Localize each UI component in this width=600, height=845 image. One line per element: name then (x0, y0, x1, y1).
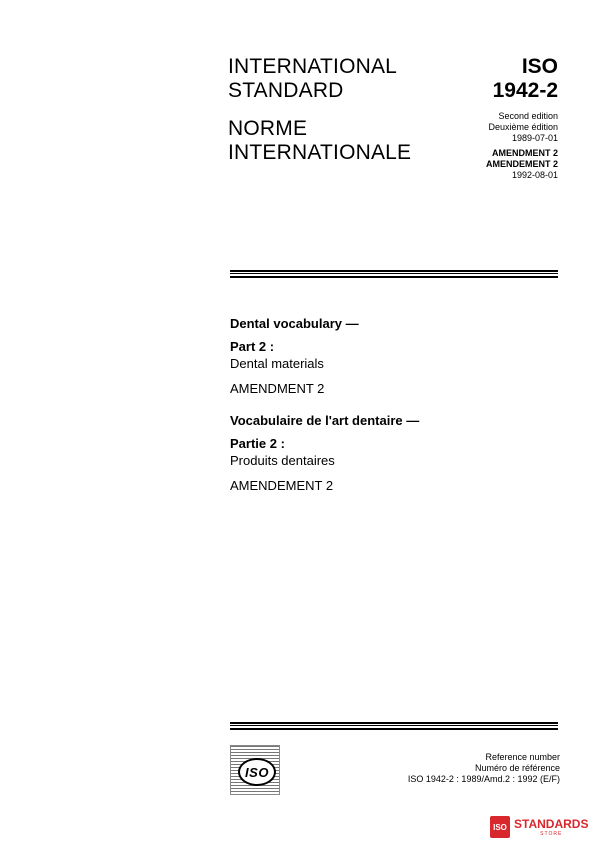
iso-logo-text: ISO (245, 764, 269, 780)
reference-number (408, 752, 560, 785)
reference-label-en: Reference number (485, 752, 560, 762)
store-badge-icon: ISO (490, 816, 510, 838)
store-name: STANDARDS (514, 816, 589, 831)
top-divider (230, 270, 558, 278)
title-line-standard: STANDARD (228, 79, 344, 102)
amendment-info (486, 148, 558, 170)
iso-logo-icon (230, 745, 280, 795)
english-amendment: AMENDMENT 2 (230, 381, 325, 396)
edition-date: 1989-07-01 (511, 133, 558, 143)
iso-designation (486, 55, 558, 181)
french-subtitle: Produits dentaires (230, 453, 335, 468)
standards-store-logo[interactable] (490, 810, 600, 844)
edition-fr: Deuxième édition (488, 122, 558, 132)
title-line-norme: NORME (228, 117, 308, 140)
amendment-date: 1992-08-01 (511, 170, 558, 180)
iso-prefix: ISO (521, 55, 558, 78)
amendment-en: AMENDMENT 2 (491, 148, 558, 158)
edition-en: Second edition (498, 111, 558, 121)
document-body (230, 315, 419, 494)
french-part: Partie 2 : (230, 436, 285, 451)
document-title (228, 55, 411, 165)
amendment-fr: AMENDEMENT 2 (485, 159, 558, 169)
edition-info (486, 111, 558, 144)
store-sub: STORE (540, 830, 563, 837)
french-title: Vocabulaire de l'art dentaire — (230, 413, 420, 428)
iso-number: 1942-2 (492, 79, 558, 102)
title-line-international: INTERNATIONAL (228, 55, 398, 78)
english-title: Dental vocabulary — (230, 316, 359, 331)
reference-value: ISO 1942-2 : 1989/Amd.2 : 1992 (E/F) (407, 774, 560, 784)
title-line-internationale: INTERNATIONALE (228, 141, 412, 164)
french-amendment: AMENDEMENT 2 (230, 478, 334, 493)
english-subtitle: Dental materials (230, 356, 324, 371)
english-part: Part 2 : (230, 339, 275, 354)
bottom-divider (230, 722, 558, 730)
reference-label-fr: Numéro de référence (474, 763, 560, 773)
